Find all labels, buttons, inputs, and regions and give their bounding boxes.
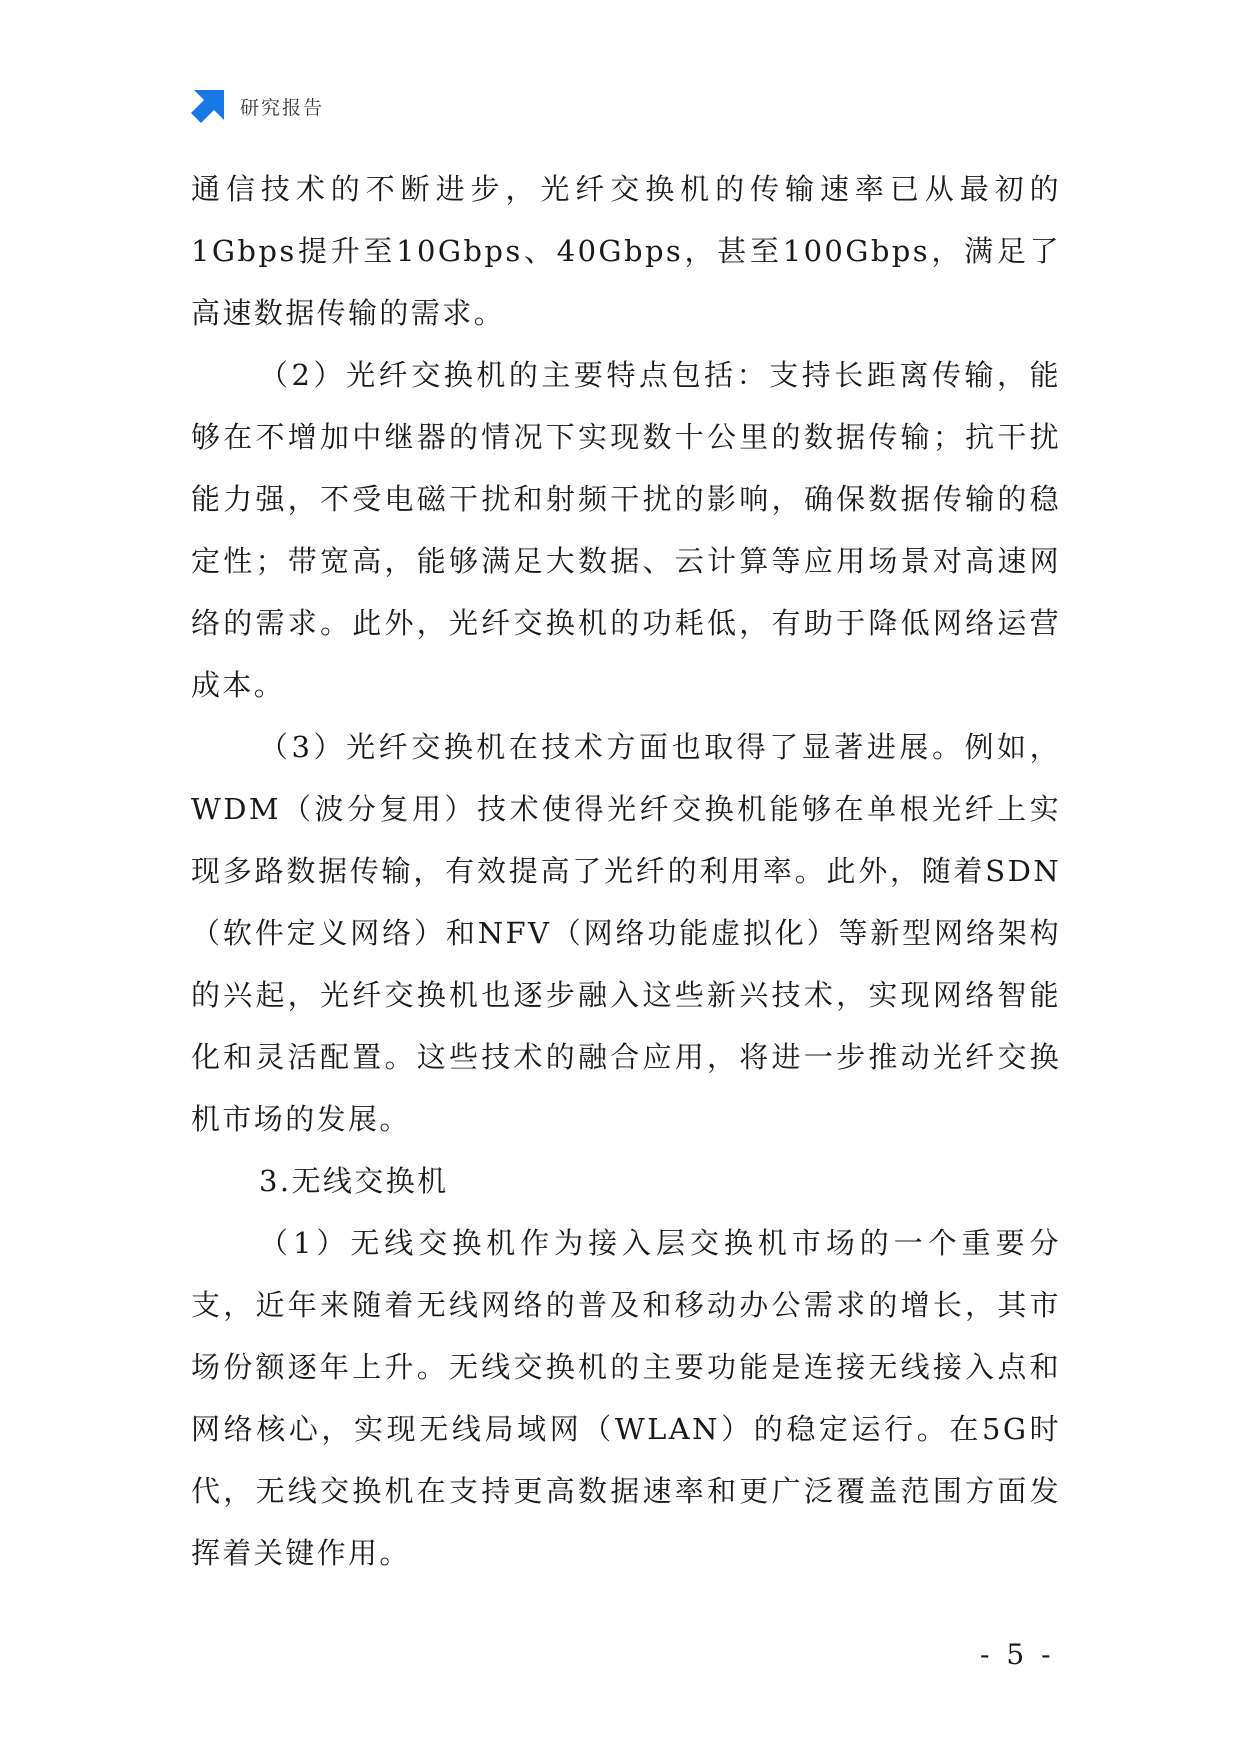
- arrow-logo-icon: [190, 88, 226, 124]
- paragraph-continuation: 通信技术的不断进步，光纤交换机的传输速率已从最初的1Gbps提升至10Gbps、40Gbps，甚至100Gbps，满足了高速数据传输的需求。: [191, 172, 1061, 330]
- paragraph-fiber-tech: （3）光纤交换机在技术方面也取得了显著进展。例如，WDM（波分复用）技术使得光纤交换机能够在单根光纤上实现多路数据传输，有效提高了光纤的利用率。此外，随着SDN（软件定义网络）和NFV（网络功能虚拟化）等新型网络架构的兴起，光纤交换机也逐步融入这些新兴技术，实现网络智能化和灵活配置。这些技术的融合应用，将进一步推动光纤交换机市场的发展。: [191, 730, 1061, 1136]
- document-body: [191, 158, 1061, 1584]
- header-title: 研究报告: [240, 96, 325, 119]
- page-header: [190, 88, 324, 124]
- paragraph-wireless-switch: （1）无线交换机作为接入层交换机市场的一个重要分支，近年来随着无线网络的普及和移动办公需求的增长，其市场份额逐年上升。无线交换机的主要功能是连接无线接入点和网络核心，实现无线局域网（WLAN）的稳定运行。在5G时代，无线交换机在支持更高数据速率和更广泛覆盖范围方面发挥着关键作用。: [191, 1226, 1061, 1570]
- paragraph-fiber-features: （2）光纤交换机的主要特点包括：支持长距离传输，能够在不增加中继器的情况下实现数十公里的数据传输；抗干扰能力强，不受电磁干扰和射频干扰的影响，确保数据传输的稳定性；带宽高，能够满足大数据、云计算等应用场景对高速网络的需求。此外，光纤交换机的功耗低，有助于降低网络运营成本。: [191, 358, 1061, 702]
- page-number: - 5 -: [980, 1638, 1055, 1671]
- section-heading-wireless: 3.无线交换机: [259, 1164, 449, 1198]
